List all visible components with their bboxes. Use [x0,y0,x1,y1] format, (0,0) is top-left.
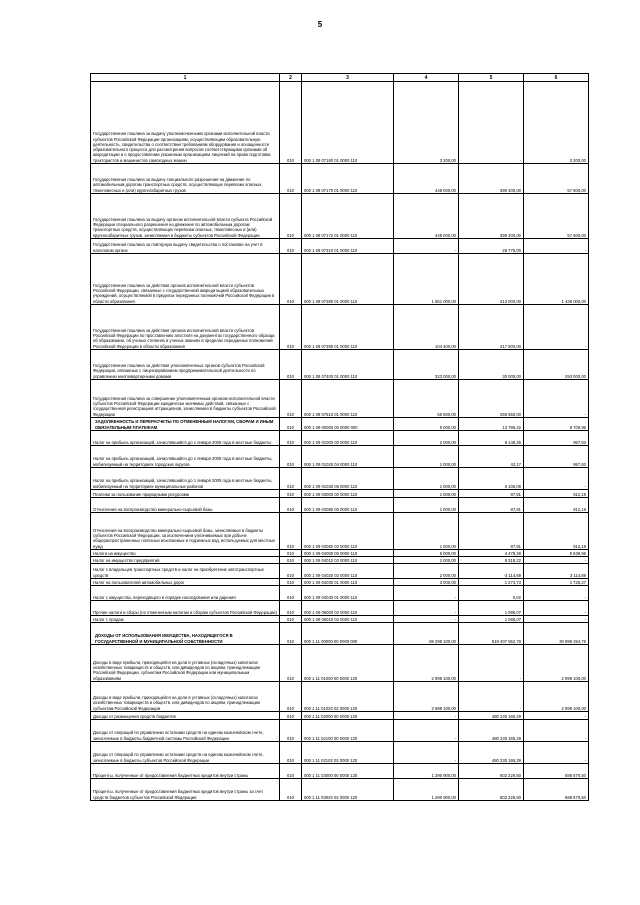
table-header-row [91,74,589,82]
table-row [91,682,589,712]
row-unexecuted-amount: 2 999 100,00 [524,682,589,712]
row-name: Доходы в виде прибыли, приходящейся на доли в уставных (складочных) капиталах хозяйственных товариществ и обществ, или дивидендов по акциям, принадлежащим субъектам Российской Федерации [91,682,280,712]
row-unexecuted-amount: - [524,586,589,601]
row-executed-amount: 87,81 [459,490,524,498]
row-line-code: 010 [280,720,302,742]
table-row [91,764,589,779]
row-line-code: 010 [280,254,302,305]
row-unexecuted-amount: - [524,742,589,764]
row-budget-code: 000 1 09 06010 02 0000 110 [302,616,394,623]
row-budget-code: 000 1 09 03000 00 0000 110 [302,490,394,498]
row-executed-amount: 8 106,09 [459,468,524,490]
row-name: Государственная пошлина за повторную выдачу свидетельства о постановке на учет в налоговом органе [91,239,280,254]
row-name: Государственная пошлина за совершение уполномоченным органом исполнительной власти субъектов Российской Федерации юридически значимых действий, связанных с государственной регистрацией аттракционов, зачисляемая в бюджеты субъектов Российской Федерации [91,380,280,418]
row-executed-amount: 8 148,26 [459,431,524,446]
row-line-code: 010 [280,446,302,468]
row-line-code: 010 [280,550,302,557]
row-unexecuted-amount: - [524,380,589,418]
row-name: Налог на имущество предприятий [91,557,280,564]
table-row [91,446,589,468]
row-executed-amount: - [459,682,524,712]
row-executed-amount: 30 000,00 [459,350,524,380]
row-unexecuted-amount: 1 438 000,00 [524,254,589,305]
row-approved-amount: - [394,742,459,764]
row-approved-amount: - [394,601,459,616]
table-row [91,468,589,490]
row-name: Налог с владельцев транспортных средств и налог на приобретение автотранспортных средств [91,564,280,579]
row-unexecuted-amount: - [524,239,589,254]
header-col-3: 3 [302,74,394,82]
row-executed-amount: 480 230 165,29 [459,720,524,742]
row-unexecuted-amount: - [524,616,589,623]
row-executed-amount: - [459,82,524,164]
row-line-code: 010 [280,579,302,586]
row-executed-amount: 480 230 165,29 [459,742,524,764]
row-unexecuted-amount: - [524,468,589,490]
row-line-code: 010 [280,164,302,194]
row-approved-amount: - [394,616,459,623]
row-budget-code: 000 1 09 01030 05 0000 110 [302,468,394,490]
table-row [91,742,589,764]
row-approved-amount: 1 000,00 [394,490,459,498]
row-line-code: 010 [280,380,302,418]
row-unexecuted-amount: 57 600,00 [524,164,589,194]
row-line-code: 010 [280,616,302,623]
row-executed-amount: 217 500,00 [459,305,524,350]
table-row [91,623,589,645]
row-line-code: 010 [280,194,302,239]
row-line-code: 010 [280,431,302,446]
row-name: Проценты, полученные от предоставления бюджетных кредитов внутри страны [91,764,280,779]
row-unexecuted-amount: - [524,601,589,616]
table-row [91,586,589,601]
row-executed-amount: - [459,645,524,682]
table-row [91,550,589,557]
row-name: Доходы от операций по управлению остатками средств на едином казначейском счете, зачисляемые в бюджеты бюджетной системы Российской Федерации [91,720,280,742]
table-row [91,194,589,239]
row-unexecuted-amount: 912,19 [524,513,589,550]
row-line-code: 010 [280,645,302,682]
row-name: Отчисления на воспроизводство минерально-сырьевой базы [91,498,280,513]
row-line-code: 010 [280,742,302,764]
row-approved-amount: 9 000,00 [394,418,459,431]
row-executed-amount: 87,81 [459,498,524,513]
row-name: Налог на пользователей автомобильных дорог [91,579,280,586]
row-name: ЗАДОЛЖЕННОСТЬ И ПЕРЕРАСЧЕТЫ ПО ОТМЕНЕННЫМ НАЛОГАМ, СБОРАМ И ИНЫМ ОБЯЗАТЕЛЬНЫМ ПЛАТЕЖАМ [91,418,280,431]
row-approved-amount: 1 000,00 [394,446,459,468]
row-name: Прочие налоги и сборы (по отмененным налогам и сборам субъектов Российской Федерации) [91,601,280,616]
table-row [91,498,589,513]
row-line-code: 010 [280,82,302,164]
row-approved-amount: - [394,712,459,720]
row-budget-code: 000 1 09 03082 02 0000 110 [302,513,394,550]
row-budget-code: 000 1 08 07400 01 0000 110 [302,350,394,380]
row-name: Государственная пошлина за действия уполномоченных органов субъектов Российской Федерации, связанные с лицензированием предпринимательской деятельности по управлению многоквартирными домами [91,350,280,380]
table-row [91,712,589,720]
row-line-code: 010 [280,557,302,564]
row-approved-amount: 1 000,00 [394,468,459,490]
row-line-code: 010 [280,418,302,431]
row-executed-amount: 87,81 [459,513,524,550]
row-budget-code: 000 1 08 07172 01 0000 110 [302,194,394,239]
header-col-1: 1 [91,74,280,82]
row-approved-amount: 2 000,00 [394,431,459,446]
row-executed-amount: 4 478,28 [459,550,524,557]
row-name: Налог на прибыль организаций, зачислявшийся до 1 января 2005 года в местные бюджеты, мобилизуемый на территориях муниципальных районов [91,468,280,490]
row-executed-amount: 390 400,00 [459,164,524,194]
row-approved-amount: 69 298 100,00 [394,623,459,645]
row-approved-amount: - [394,239,459,254]
row-line-code: 010 [280,682,302,712]
row-line-code: 010 [280,712,302,720]
row-executed-amount: 259 550,00 [459,380,524,418]
row-unexecuted-amount: 8 709,96 [524,418,589,431]
row-budget-code: 000 1 09 04030 01 0000 110 [302,579,394,586]
table-row [91,380,589,418]
table-row [91,601,589,616]
row-executed-amount: -3 114,69 [459,564,524,579]
row-line-code: 010 [280,490,302,498]
table-row [91,564,589,579]
row-executed-amount: 602 229,50 [459,779,524,801]
table-row [91,645,589,682]
table-row [91,579,589,586]
row-line-code: 010 [280,586,302,601]
row-budget-code: 000 1 11 02000 00 0000 120 [302,712,394,720]
row-unexecuted-amount: 57 600,00 [524,194,589,239]
table-row [91,557,589,564]
row-budget-code: 000 1 09 04010 02 0000 110 [302,557,394,564]
row-budget-code: 000 1 09 00000 00 0000 000 [302,418,394,431]
row-budget-code: 000 1 11 00000 00 0000 000 [302,623,394,645]
header-col-2: 2 [280,74,302,82]
row-budget-code: 000 1 09 04000 00 0000 110 [302,550,394,557]
row-name: Государственная пошлина за выдачу специального разрешения на движение по автомобильным дорогам транспортных средств, осуществляющих перевозки опасных, тяжеловесных и (или) крупногабаритных грузов [91,164,280,194]
row-unexecuted-amount: - [524,557,589,564]
row-budget-code: 000 1 09 01000 00 0000 110 [302,431,394,446]
row-approved-amount: 1 651 000,00 [394,254,459,305]
row-approved-amount: 1 290 900,00 [394,779,459,801]
table-row [91,164,589,194]
row-approved-amount: 1 000,00 [394,513,459,550]
table-row [91,418,589,431]
row-unexecuted-amount: 2 999 100,00 [524,645,589,682]
row-executed-amount: 13 796,42 [459,418,524,431]
row-executed-amount: 42,17 [459,446,524,468]
row-budget-code: 000 1 11 01000 00 0000 120 [302,645,394,682]
row-executed-amount: 8 318,22 [459,557,524,564]
header-col-6: 6 [524,74,589,82]
row-budget-code: 000 1 09 04040 01 0000 110 [302,586,394,601]
row-approved-amount: 1 000,00 [394,557,459,564]
row-executed-amount: 519 407 552,78 [459,623,524,645]
table-row [91,779,589,801]
row-budget-code: 000 1 09 03080 00 0000 110 [302,498,394,513]
table-row [91,305,589,350]
table-row [91,720,589,742]
row-line-code: 010 [280,305,302,350]
row-budget-code: 000 1 08 07380 01 0000 110 [302,254,394,305]
row-budget-code: 000 1 11 03000 00 0000 120 [302,764,394,779]
row-approved-amount: 448 000,00 [394,194,459,239]
row-approved-amount: 3 000,00 [394,579,459,586]
row-line-code: 010 [280,513,302,550]
row-budget-code: 000 1 09 04020 02 0000 110 [302,564,394,579]
row-name: Отчисления на воспроизводство минерально-сырьевой базы, зачисляемые в бюджеты субъектов Российской Федерации, за исключением уплачиваемых при добыче общераспространенных полезных ископаемых и подземных вод, используемых для местных нужд [91,513,280,550]
row-budget-code: 000 1 08 07310 01 0000 110 [302,239,394,254]
row-executed-amount: 26 775,00 [459,239,524,254]
row-approved-amount: 2 999 100,00 [394,645,459,682]
row-executed-amount: 602 229,50 [459,764,524,779]
row-name: Налог на прибыль организаций, зачислявшийся до 1 января 2005 года в местные бюджеты, мобилизуемый на территориях городских округов [91,446,280,468]
row-executed-amount: 480 230 165,29 [459,712,524,720]
header-col-4: 4 [394,74,459,82]
row-approved-amount: 2 000,00 [394,564,459,579]
row-name: Налог с имущества, переходящего в порядке наследования или дарения [91,586,280,601]
row-unexecuted-amount: 3 114,69 [524,564,589,579]
table-row [91,616,589,623]
row-line-code: 010 [280,239,302,254]
row-name: Проценты, полученные от предоставления бюджетных кредитов внутри страны за счет средств бюджетов субъектов Российской Федерации [91,779,280,801]
row-line-code: 010 [280,498,302,513]
table-row [91,254,589,305]
header-col-5: 5 [459,74,524,82]
row-approved-amount: - [394,720,459,742]
row-unexecuted-amount: - [524,712,589,720]
row-line-code: 010 [280,601,302,616]
row-approved-amount: 448 000,00 [394,164,459,194]
row-approved-amount: 55 800,00 [394,380,459,418]
row-executed-amount: 213 000,00 [459,254,524,305]
row-approved-amount: 104 400,00 [394,305,459,350]
table-row [91,350,589,380]
row-budget-code: 000 1 08 07390 01 0000 110 [302,305,394,350]
row-name: Государственная пошлина за действия органов исполнительной власти субъектов Российской Федерации, связанные с государственной аккредитацией образовательных учреждений, осуществляемой в пределах переданных полномочий Российской Федерации в области образования [91,254,280,305]
row-name: Государственная пошлина за выдачу уполномоченными органами исполнительной власти субъектов Российской Федерации организациям, осуществляющим образовательную деятельность, свидетельства о соответствии требованиям оборудования и оснащенности образовательного процесса для рассмотрения вопросов соответствующими органами об аккредитации и о предоставлении указанным организациям лицензий на право подготовки трактористов и машинистов самоходных машин [91,82,280,164]
row-name: Государственная пошлина за выдачу органом исполнительной власти субъекта Российской Федерации специального разрешения на движение по автомобильным дорогам транспортных средств, осуществляющих перевозки опасных, тяжеловесных и (или) крупногабаритных грузов, зачисляемая в бюджеты субъектов Российской Федерации [91,194,280,239]
row-name: Налог с продаж [91,616,280,623]
table-row [91,431,589,446]
row-approved-amount: 3 200,00 [394,82,459,164]
row-line-code: 010 [280,350,302,380]
row-name: Налоги на имущество [91,550,280,557]
row-budget-code: 000 1 11 03020 02 0000 120 [302,779,394,801]
row-unexecuted-amount: 957,83 [524,431,589,446]
row-budget-code: 000 1 09 06000 02 0000 110 [302,601,394,616]
row-line-code: 010 [280,564,302,579]
row-budget-code: 000 1 11 01020 02 0000 120 [302,682,394,712]
row-unexecuted-amount: 912,19 [524,498,589,513]
row-approved-amount: 1 290 900,00 [394,764,459,779]
revenue-table [90,73,589,801]
row-name: Государственная пошлина за действия органов исполнительной власти субъектов Российской Федерации по проставлению апостиля на документах государственного образца об образовании, об ученых степенях и ученых званиях в пределах переданных полномочий Российской Федерации в области образования [91,305,280,350]
row-unexecuted-amount: - [524,305,589,350]
row-executed-amount: 1 274,73 [459,579,524,586]
row-unexecuted-amount: 5 639,96 [524,550,589,557]
row-budget-code: 000 1 11 02102 02 0000 120 [302,742,394,764]
row-approved-amount: 2 999 100,00 [394,682,459,712]
row-unexecuted-amount: - [524,720,589,742]
table-row [91,82,589,164]
row-unexecuted-amount: 30 998 254,76 [524,623,589,645]
row-name: ДОХОДЫ ОТ ИСПОЛЬЗОВАНИЯ ИМУЩЕСТВА, НАХОДЯЩЕГОСЯ В ГОСУДАРСТВЕННОЙ И МУНИЦИПАЛЬНОЙ СОБСТВЕННОСТИ [91,623,280,645]
row-approved-amount: 6 000,00 [394,550,459,557]
table-row [91,490,589,498]
row-unexecuted-amount: 688 670,50 [524,779,589,801]
row-approved-amount: - [394,586,459,601]
row-executed-amount: 0,02 [459,586,524,601]
row-unexecuted-amount: 912,19 [524,490,589,498]
row-name: Платежи за пользование природными ресурсами [91,490,280,498]
row-budget-code: 000 1 08 07170 01 0000 110 [302,164,394,194]
row-approved-amount: 323 000,00 [394,350,459,380]
row-unexecuted-amount: 1 725,27 [524,579,589,586]
row-line-code: 010 [280,764,302,779]
row-executed-amount: 390 400,00 [459,194,524,239]
row-unexecuted-amount: 3 200,00 [524,82,589,164]
row-executed-amount: 1 086,07 [459,601,524,616]
row-unexecuted-amount: 688 670,50 [524,764,589,779]
page-number: 5 [317,20,323,29]
row-line-code: 010 [280,623,302,645]
row-executed-amount: 1 086,07 [459,616,524,623]
row-line-code: 010 [280,468,302,490]
row-unexecuted-amount: 293 000,00 [524,350,589,380]
row-unexecuted-amount: 957,83 [524,446,589,468]
row-name: Доходы от операций по управлению остатками средств на едином казначейском счете, зачисляемые в бюджеты субъектов Российской Федерации [91,742,280,764]
row-name: Доходы в виде прибыли, приходящейся на доли в уставных (складочных) капиталах хозяйственных товариществ и обществ, или дивидендов по акциям, принадлежащим Российской Федерации, субъектам Российской Федерации или муниципальным образованиям [91,645,280,682]
row-name: Налог на прибыль организаций, зачислявшийся до 1 января 2005 года в местные бюджеты [91,431,280,446]
row-budget-code: 000 1 11 02100 00 0000 120 [302,720,394,742]
row-approved-amount: 1 000,00 [394,498,459,513]
row-budget-code: 000 1 09 01020 04 0000 110 [302,446,394,468]
row-name: Доходы от размещения средств бюджетов [91,712,280,720]
row-budget-code: 000 1 08 07510 01 0000 110 [302,380,394,418]
table-row [91,239,589,254]
row-budget-code: 000 1 08 07160 01 0000 110 [302,82,394,164]
row-line-code: 010 [280,779,302,801]
table-row [91,513,589,550]
